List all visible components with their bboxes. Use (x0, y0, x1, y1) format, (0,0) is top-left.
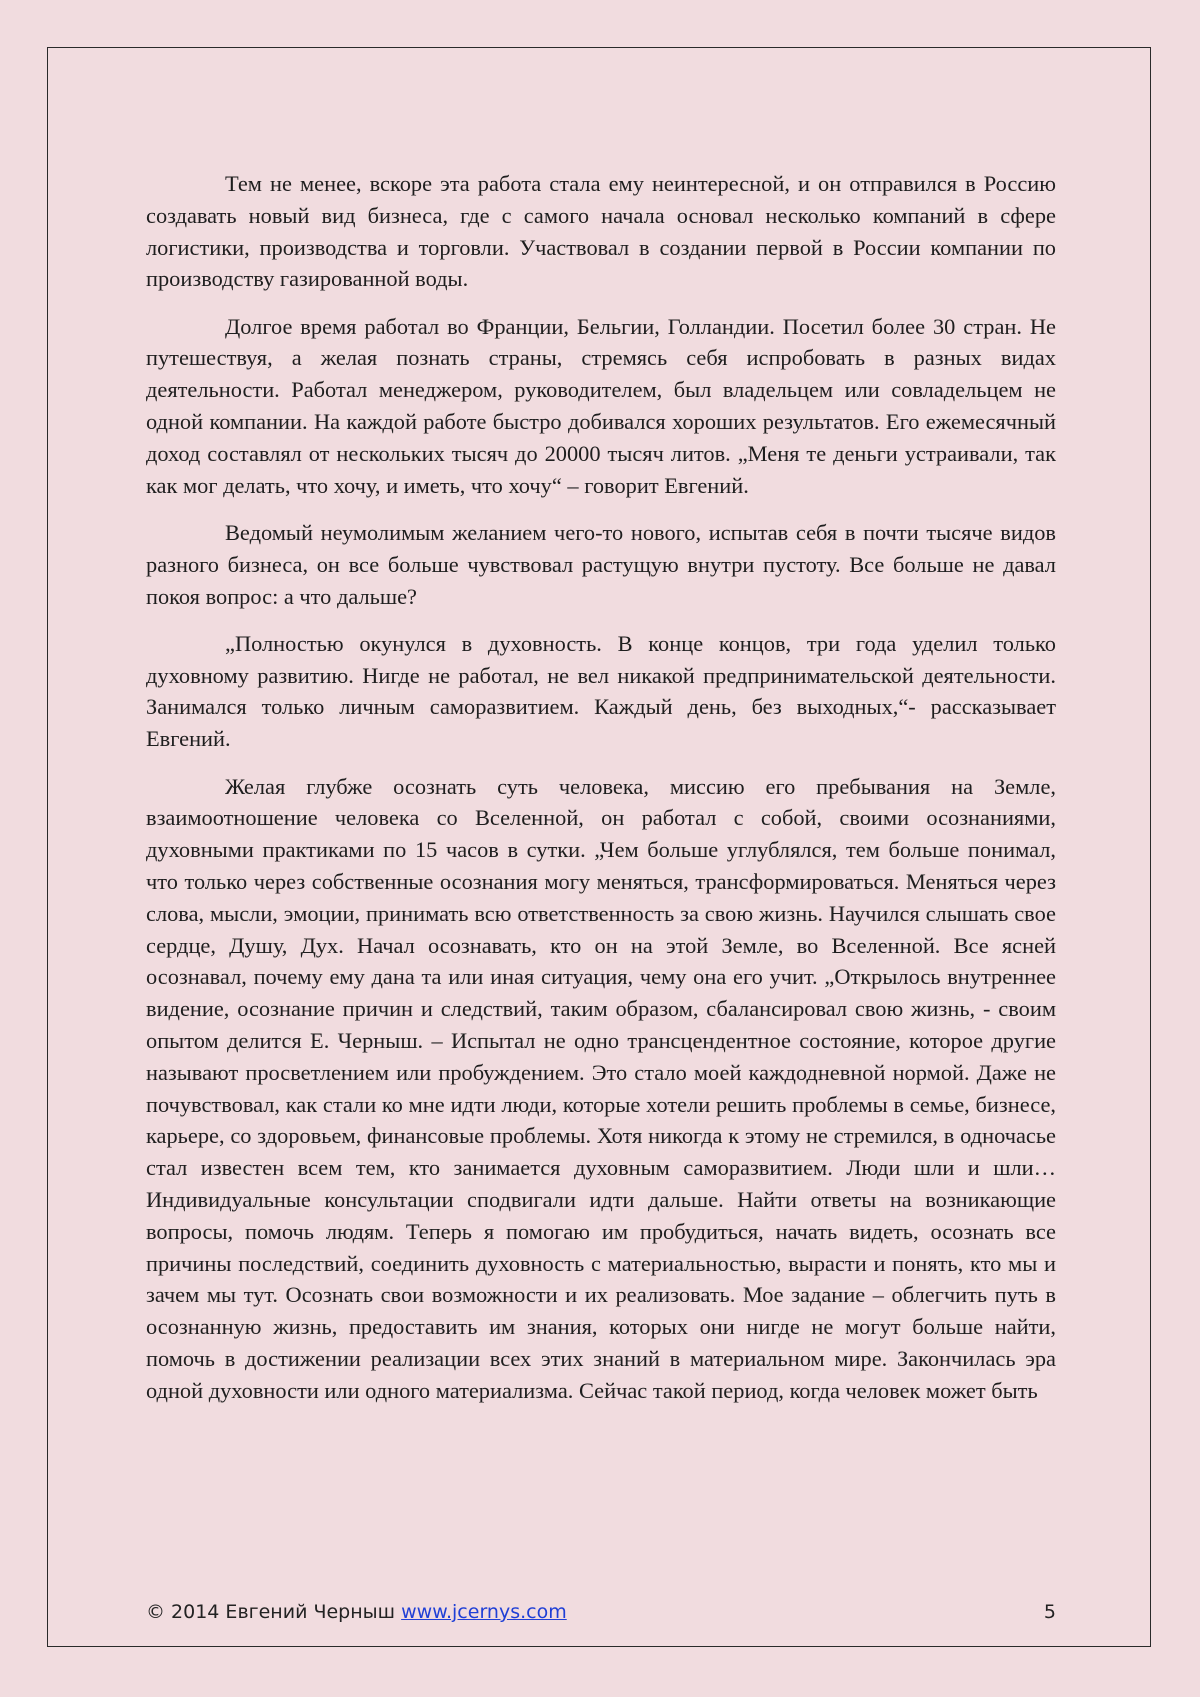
page-footer (146, 1599, 1056, 1625)
paragraph-4: „Полностью окунулся в духовность. В конце концов, три года уделил только духовному развитию. Нигде не работал, не вел никакой предпринимательской деятельности. Занимался только личным саморазвитием. Каждый день, без выходных,“- рассказывает Евгений. (146, 630, 1056, 752)
page-number: 5 (1043, 1601, 1056, 1623)
paragraph-2: Долгое время работал во Франции, Бельгии, Голландии. Посетил более 30 стран. Не путешествуя, а желая познать страны, стремясь себя испробовать в разных видах деятельности. Работал менеджером, руководителем, был владельцем или совладельцем не одной компании. На каждой работе быстро добивался хороших результатов. Его ежемесячный доход составлял от нескольких тысяч до 20000 тысяч литов. „Меня те деньги устраивали, так как мог делать, что хочу, и иметь, что хочу“ – говорит Евгений. (146, 313, 1056, 498)
paragraph-5: Желая глубже осознать суть человека, миссию его пребывания на Земле, взаимоотношение человека со Вселенной, он работал с собой, своими осознаниями, духовными практиками по 15 часов в сутки. „Чем больше углублялся, тем больше понимал, что только через собственные осознания могу меняться, трансформироваться. Меняться через слова, мысли, эмоции, принимать всю ответственность за свою жизнь. Научился слышать свое сердце, Душу, Дух. Начал осознавать, кто он на этой Земле, во Вселенной. Все ясней осознавал, почему ему дана та или иная ситуация, чему она его учит. „Открылось внутреннее видение, осознание причин и следствий, таким образом, сбалансировал свою жизнь, - своим опытом делится Е. Черныш. – Испытал не одно трансцендентное состояние, которое другие называют просветлением или пробуждением. Это стало моей каждодневной нормой. Даже не почувствовал, как стали ко мне идти люди, которые хотели решить проблемы в семье, бизнесе, карьере, со здоровьем, финансовые проблемы. Хотя никогда к этому не стремился, в одночасье стал известен всем тем, кто занимается духовным саморазвитием. Люди шли и шли… Индивидуальные консультации сподвигали идти дальше. Найти ответы на возникающие вопросы, помочь людям. Теперь я помогаю им пробудиться, начать видеть, осознать все причины последствий, соединить духовность с материальностью, вырасти и понять, кто мы и зачем мы тут. Осознать свои возможности и их реализовать. Мое задание – облегчить путь в осознанную жизнь, предоставить им знания, которых они нигде не могут больше найти, помочь в достижении реализации всех этих знаний в материальном мире. Закончилась эра одной духовности или одного материализма. Сейчас такой период, когда человек может быть (146, 773, 1056, 1403)
paragraph-3: Ведомый неумолимым желанием чего-то нового, испытав себя в почти тысяче видов разного бизнеса, он все больше чувствовал растущую внутри пустоту. Все больше не давал покоя вопрос: а что дальше? (146, 519, 1056, 609)
footer-website-link[interactable]: www.jcernys.com (401, 1601, 567, 1623)
footer-copyright: © 2014 Евгений Черныш (146, 1601, 396, 1623)
paragraph-1: Тем не менее, вскоре эта работа стала ему неинтересной, и он отправился в Россию создавать новый вид бизнеса, где с самого начала основал несколько компаний в сфере логистики, производства и торговли. Участвовал в создании первой в России компании по производству газированной воды. (146, 171, 1056, 292)
page-body (146, 168, 1056, 1422)
